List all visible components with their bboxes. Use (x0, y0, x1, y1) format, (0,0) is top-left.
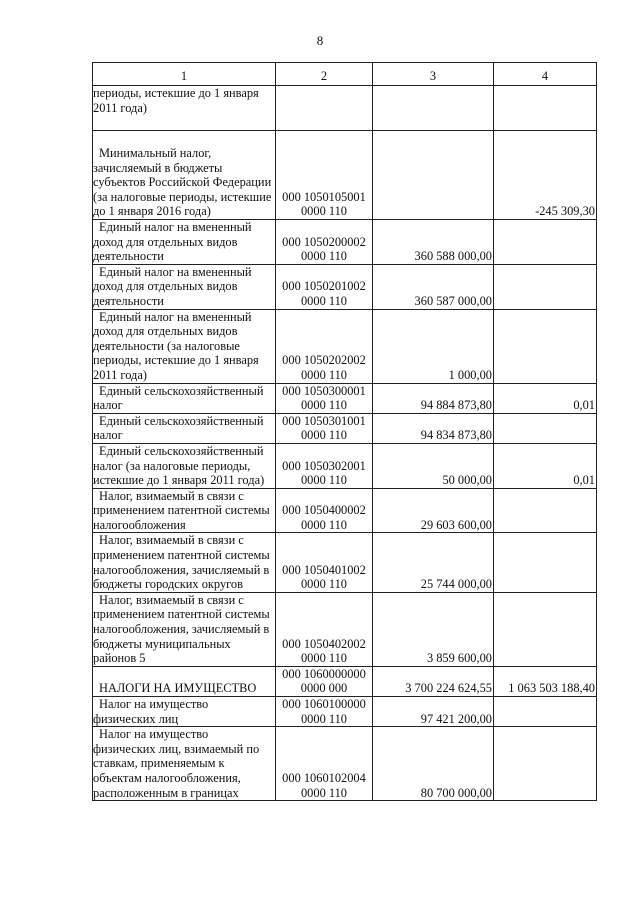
revenue-name-cell (93, 264, 276, 309)
revenue-table (92, 62, 597, 801)
amount-column-3: 50 000,00 (373, 443, 494, 488)
column-header: 3 (373, 63, 494, 86)
amount-column-3 (373, 86, 494, 131)
amount-column-4 (494, 697, 597, 727)
amount-column-4 (494, 488, 597, 533)
revenue-name: Единый сельскохозяйственный налог (93, 413, 264, 443)
amount-column-4: 0,01 (494, 443, 597, 488)
budget-classification-code (276, 86, 373, 131)
amount-column-3: 3 859 600,00 (373, 592, 494, 666)
revenue-name: Единый налог на вмененный доход для отдельных видов деятельности (93, 264, 252, 308)
amount-column-3: 1 000,00 (373, 309, 494, 383)
amount-column-4 (494, 533, 597, 592)
revenue-name: Налог на имущество физических лиц (93, 697, 209, 726)
revenue-name-cell (93, 131, 276, 220)
table-row (93, 488, 597, 533)
amount-column-3: 360 588 000,00 (373, 220, 494, 265)
table-row (93, 666, 597, 696)
column-header: 1 (93, 63, 276, 86)
amount-column-4 (494, 264, 597, 309)
table-row (93, 533, 597, 592)
table-row (93, 592, 597, 666)
revenue-name: Единый сельскохозяйственный налог (93, 383, 264, 413)
column-header: 4 (494, 63, 597, 86)
revenue-name: Налог на имущество физических лиц, взимаемый по ставкам, применяемым к объектам налогообложения, расположенным в границах (93, 727, 260, 800)
budget-classification-code: 000 1050301001 0000 110 (276, 413, 373, 443)
amount-column-4 (494, 592, 597, 666)
revenue-name: Налог, взимаемый в связи с применением патентной системы налогообложения, зачисляемый в бюджеты муниципальных районов 5 (93, 592, 270, 666)
budget-classification-code: 000 1050300001 0000 110 (276, 383, 373, 413)
revenue-name-cell (93, 220, 276, 265)
revenue-name: периоды, истекшие до 1 января 2011 года) (93, 86, 259, 115)
amount-column-3: 94 834 873,80 (373, 413, 494, 443)
revenue-name: Налог, взимаемый в связи с применением патентной системы налогообложения, зачисляемый в бюджеты городских округов (93, 533, 270, 592)
table-row (93, 383, 597, 413)
revenue-name-cell (93, 697, 276, 727)
budget-classification-code: 000 1060000000 0000 000 (276, 666, 373, 696)
amount-column-4: 0,01 (494, 383, 597, 413)
amount-column-3: 80 700 000,00 (373, 727, 494, 801)
table-header-row (93, 63, 597, 86)
table-row (93, 413, 597, 443)
revenue-name-cell (93, 488, 276, 533)
budget-classification-code: 000 1060100000 0000 110 (276, 697, 373, 727)
revenue-name: Единый налог на вмененный доход для отдельных видов деятельности (за налоговые периоды, истекшие до 1 января 2011 года) (93, 309, 259, 382)
budget-classification-code: 000 1050201002 0000 110 (276, 264, 373, 309)
amount-column-4 (494, 86, 597, 131)
revenue-name-cell (93, 666, 276, 696)
amount-column-3: 360 587 000,00 (373, 264, 494, 309)
revenue-name: НАЛОГИ НА ИМУЩЕСТВО (99, 681, 257, 696)
amount-column-3: 25 744 000,00 (373, 533, 494, 592)
table-row (93, 220, 597, 265)
revenue-name: Единый сельскохозяйственный налог (за налоговые периоды, истекшие до 1 января 2011 года) (93, 443, 265, 488)
table-row (93, 86, 597, 131)
revenue-name-cell (93, 533, 276, 592)
revenue-name: Минимальный налог, зачисляемый в бюджеты субъектов Российской Федерации (за налоговые периоды, истекшие до 1 января 2016 года) (93, 146, 272, 219)
revenue-name: Налог, взимаемый в связи с применением патентной системы налогообложения (93, 488, 270, 532)
table-row (93, 309, 597, 383)
revenue-name-cell (93, 443, 276, 488)
budget-classification-code: 000 1050401002 0000 110 (276, 533, 373, 592)
revenue-name-cell (93, 86, 276, 131)
budget-classification-code: 000 1060102004 0000 110 (276, 727, 373, 801)
amount-column-3 (373, 131, 494, 220)
budget-classification-code: 000 1050302001 0000 110 (276, 443, 373, 488)
revenue-name-cell (93, 383, 276, 413)
amount-column-4 (494, 220, 597, 265)
budget-classification-code: 000 1050402002 0000 110 (276, 592, 373, 666)
amount-column-4 (494, 309, 597, 383)
table-row (93, 443, 597, 488)
amount-column-4 (494, 413, 597, 443)
budget-classification-code: 000 1050200002 0000 110 (276, 220, 373, 265)
revenue-name-cell (93, 592, 276, 666)
amount-column-4 (494, 727, 597, 801)
amount-column-4: -245 309,30 (494, 131, 597, 220)
revenue-name-cell (93, 413, 276, 443)
page-number: 8 (316, 33, 324, 48)
amount-column-3: 97 421 200,00 (373, 697, 494, 727)
table-row (93, 697, 597, 727)
revenue-name-cell (93, 727, 276, 801)
column-header: 2 (276, 63, 373, 86)
budget-classification-code: 000 1050105001 0000 110 (276, 131, 373, 220)
budget-classification-code: 000 1050400002 0000 110 (276, 488, 373, 533)
revenue-name: Единый налог на вмененный доход для отдельных видов деятельности (93, 220, 252, 264)
amount-column-4: 1 063 503 188,40 (494, 666, 597, 696)
amount-column-3: 94 884 873,80 (373, 383, 494, 413)
table-row (93, 727, 597, 801)
table-row (93, 131, 597, 220)
revenue-name-cell (93, 309, 276, 383)
table-row (93, 264, 597, 309)
amount-column-3: 3 700 224 624,55 (373, 666, 494, 696)
budget-classification-code: 000 1050202002 0000 110 (276, 309, 373, 383)
amount-column-3: 29 603 600,00 (373, 488, 494, 533)
